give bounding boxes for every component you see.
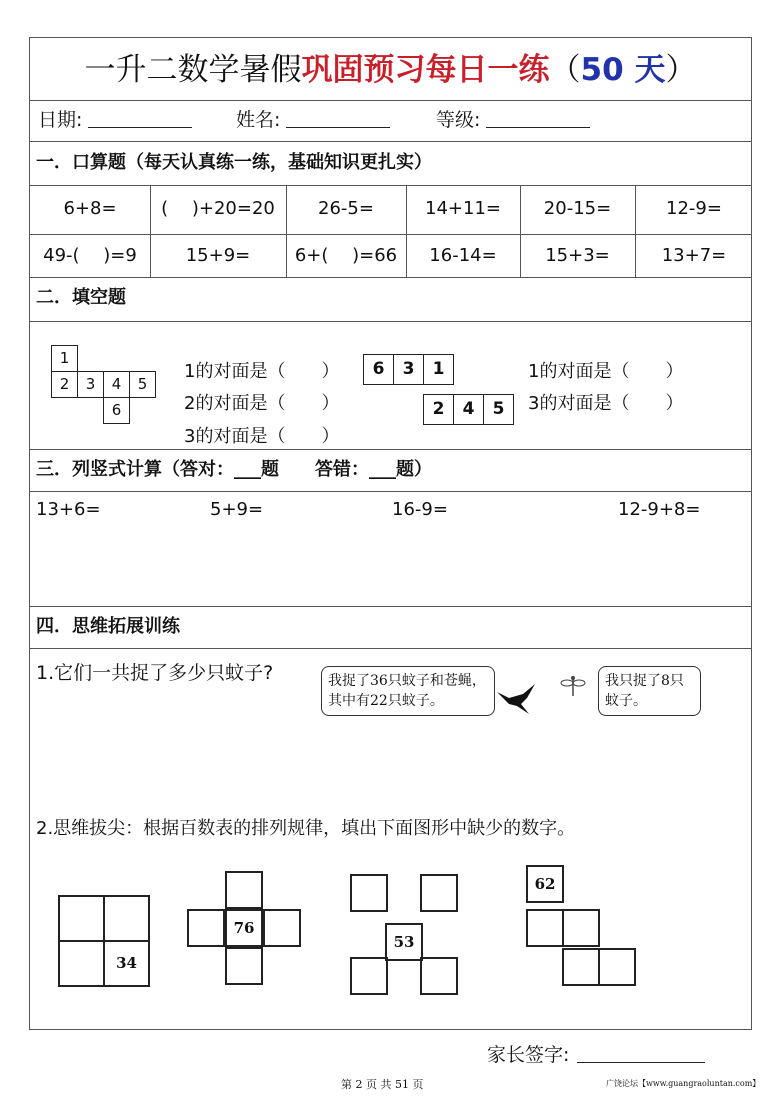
cube-face: 2 [51,371,78,398]
divider [30,141,751,142]
section2-heading: 二．填空题 [36,287,126,308]
grid-cell [350,957,388,995]
title-part2: 巩固预习每日一练 [301,52,550,88]
date-label: 日期: [38,109,83,131]
grade-field[interactable] [436,101,590,139]
grid-cell [420,874,458,912]
calc-cell: 15+3= [545,245,610,266]
cube-face: 3 [77,371,104,398]
grade-blank[interactable] [486,109,590,128]
calc-cell: 15+9= [185,245,251,266]
calc-cell: 6+8= [63,198,117,219]
fill-question: 1的对面是（ ） [184,361,340,382]
fill-question: 1的对面是（ ） [528,361,684,382]
divider [30,185,751,186]
divider [30,491,751,492]
calc-cell: 13+7= [661,245,727,266]
grid-cell [187,909,225,947]
cube-face: 1 [51,345,78,372]
divider [30,648,751,649]
cube-face: 2 [423,394,454,425]
signature-label: 家长签字: [487,1044,570,1066]
cube-face: 6 [103,397,130,424]
grid-cell [263,909,301,947]
calc-cell: 26-5= [318,198,374,219]
cube-face: 5 [483,394,514,425]
name-blank[interactable] [286,109,390,128]
name-label: 姓名: [236,109,281,131]
calc-cell: 16-14= [429,245,497,266]
speech-bubble-dragonfly [598,666,701,716]
calc-cell: 14+11= [425,198,501,219]
bubble-line: 蚊子。 [605,693,647,709]
grid-cell [562,948,600,986]
speech-bubble-swallow [321,666,495,716]
page-number: 第 2 页 共 51 页 [341,1078,424,1091]
cube-face: 3 [393,354,424,385]
bubble-line: 其中有22只蚊子。 [328,693,444,709]
fill-question: 3的对面是（ ） [528,393,684,414]
grid-cell [598,948,636,986]
title-part1: 一升二数学暑假 [84,52,302,88]
vertical-calc: 16-9= [392,499,448,520]
grid-cell [420,957,458,995]
cube-face: 1 [423,354,454,385]
calc-cell: 12-9= [666,198,722,219]
grid-cell [58,895,105,942]
grid-cell: 53 [385,923,423,961]
divider [30,321,751,322]
bubble-line: 我只捉了8只 [605,673,684,689]
dragonfly-icon [560,674,586,698]
calc-cell: ( )+20=20 [161,198,275,219]
grid-cell: 76 [225,909,263,947]
cube-face: 6 [363,354,394,385]
vertical-calc: 12-9+8= [618,499,701,520]
grid-cell [526,909,564,947]
date-blank[interactable] [88,109,192,128]
worksheet-frame [29,37,752,1030]
bubble-line: 我捉了36只蚊子和苍蝇， [328,673,486,689]
cube-face: 4 [103,371,130,398]
grid-cell [225,947,263,985]
name-field[interactable] [236,101,390,139]
cube-face: 4 [453,394,484,425]
parent-signature[interactable] [487,1040,705,1067]
grid-cell [562,909,600,947]
site-credit: 广饶论坛【www.guangraoluntan.com】 [606,1079,761,1088]
title-paren-close: ） [665,52,697,88]
section4-heading: 四．思维拓展训练 [36,616,180,637]
grid-cell [350,874,388,912]
title-paren-open: （ [549,52,581,88]
section1-heading: 一．口算题（每天认真练一练，基础知识更扎实） [36,152,432,173]
grade-label: 等级: [436,109,481,131]
cube-face: 5 [129,371,156,398]
title-days: 50 天 [580,52,666,88]
page-title [30,42,751,98]
grid-cell [225,871,263,909]
divider [30,277,751,278]
calc-cell: 6+( )=66 [294,245,398,266]
grid-cell: 34 [103,940,150,987]
fill-question: 3的对面是（ ） [184,426,340,447]
calc-cell: 49-( )=9 [43,245,137,266]
date-field[interactable] [38,101,192,139]
grid-cell [58,940,105,987]
section3-heading: 三．列竖式计算（答对：___题 答错：___题） [36,459,432,480]
vertical-calc: 5+9= [210,499,264,520]
swallow-icon [495,678,537,718]
calc-cell: 20-15= [543,198,612,219]
signature-blank[interactable] [577,1044,705,1063]
mosquito-question: 1.它们一共捉了多少只蚊子? [36,662,274,684]
vertical-calc: 13+6= [36,499,101,520]
grid-cell [103,895,150,942]
hundred-chart-question: 2.思维拔尖：根据百数表的排列规律，填出下面图形中缺少的数字。 [36,818,576,839]
grid-cell: 62 [526,865,564,903]
fill-question: 2的对面是（ ） [184,393,340,414]
